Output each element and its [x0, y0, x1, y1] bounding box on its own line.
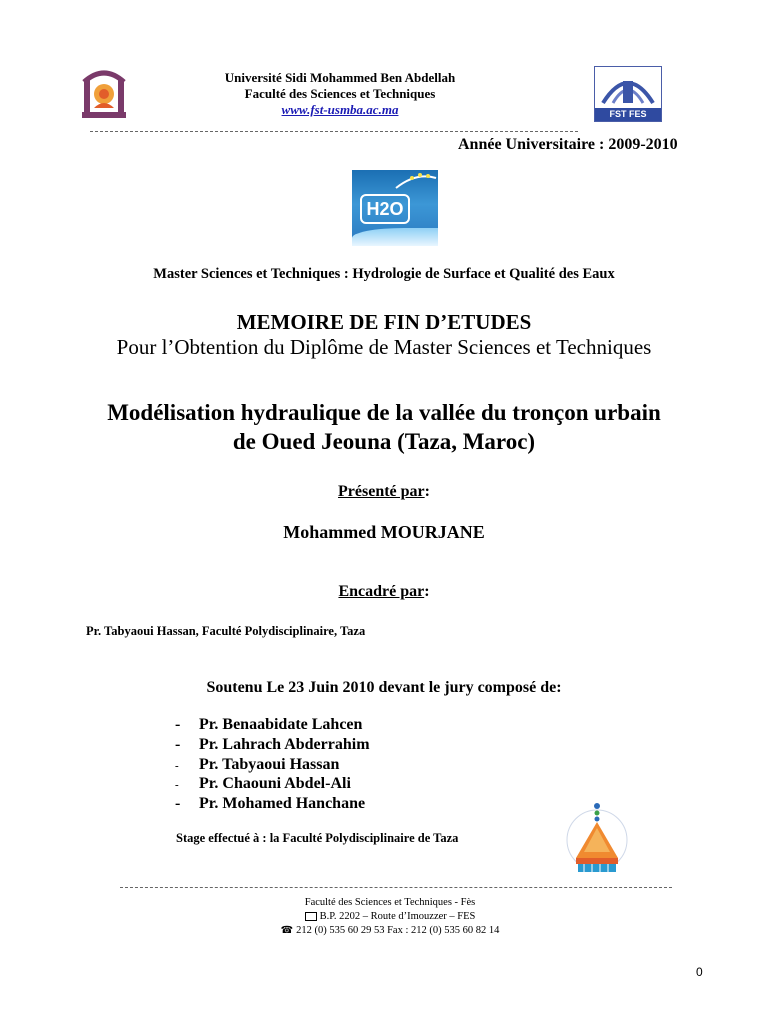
- website-link-wrapper: [160, 102, 520, 118]
- thesis-title-line1: Modélisation hydraulique de la vallée du tronçon urbain: [107, 400, 661, 425]
- supervised-colon: :: [424, 583, 430, 600]
- memoire-subtitle: Pour l’Obtention du Diplôme de Master Sciences et Techniques: [116, 335, 652, 359]
- jury-member-2: - Pr. Lahrach Abderrahim: [175, 736, 370, 753]
- jury-dash: -: [175, 779, 179, 791]
- university-name: Université Sidi Mohammed Ben Abdellah: [224, 70, 456, 85]
- jury-member-4: - Pr. Chaouni Abdel-Ali: [175, 775, 351, 792]
- fst-fes-logo: [594, 66, 662, 122]
- footer-faculty: Faculté des Sciences et Techniques - Fès: [304, 897, 476, 908]
- supervised-label: Encadré par: [338, 583, 425, 600]
- faculty-name: Faculté des Sciences et Techniques: [244, 86, 436, 101]
- h2o-logo: [352, 170, 438, 246]
- presented-by: [40, 483, 728, 501]
- jury-member-3: - Pr. Tabyaoui Hassan: [175, 756, 340, 773]
- fst-fes-label: FST FES: [595, 108, 661, 121]
- taza-faculty-logo: [562, 800, 632, 876]
- website-link[interactable]: www.fst-usmba.ac.ma: [281, 102, 399, 117]
- defense-info: Soutenu Le 23 Juin 2010 devant le jury composé de:: [206, 679, 562, 696]
- jury-dash: -: [175, 716, 181, 733]
- academic-year: Année Universitaire : 2009-2010: [458, 136, 678, 153]
- presented-colon: :: [424, 483, 430, 500]
- master-program: Master Sciences et Techniques : Hydrologie de Surface et Qualité des Eaux: [153, 266, 615, 282]
- jury-dash: -: [175, 736, 181, 753]
- header-divider: [90, 131, 578, 132]
- jury-member-5: - Pr. Mohamed Hanchane: [175, 795, 366, 812]
- internship-location: Stage effectué à : la Faculté Polydisciplinaire de Taza: [176, 831, 459, 845]
- jury-dash: -: [175, 795, 181, 812]
- memoire-title: MEMOIRE DE FIN D’ETUDES: [236, 310, 532, 334]
- jury-dash: -: [175, 760, 179, 772]
- jury-member-1: - Pr. Benaabidate Lahcen: [175, 716, 363, 733]
- supervisor: Pr. Tabyaoui Hassan, Faculté Polydisciplinaire, Taza: [86, 624, 366, 638]
- university-logo: [80, 68, 128, 120]
- page-number: 0: [696, 965, 703, 979]
- phone-icon: ☎: [280, 925, 294, 936]
- thesis-title-line2: de Oued Jeouna (Taza, Maroc): [232, 429, 536, 454]
- author-name: Mohammed MOURJANE: [283, 522, 485, 542]
- footer-phone: ☎ 212 (0) 535 60 29 53 Fax : 212 (0) 535 60 82 14: [280, 925, 500, 936]
- footer-divider: [120, 887, 672, 888]
- h2o-label: H2O: [360, 194, 410, 224]
- presented-label: Présenté par: [338, 483, 425, 500]
- supervised-by: [40, 583, 728, 601]
- mailbox-icon: [305, 912, 317, 921]
- footer-address: B.P. 2202 – Route d’Imouzzer – FES: [200, 910, 580, 923]
